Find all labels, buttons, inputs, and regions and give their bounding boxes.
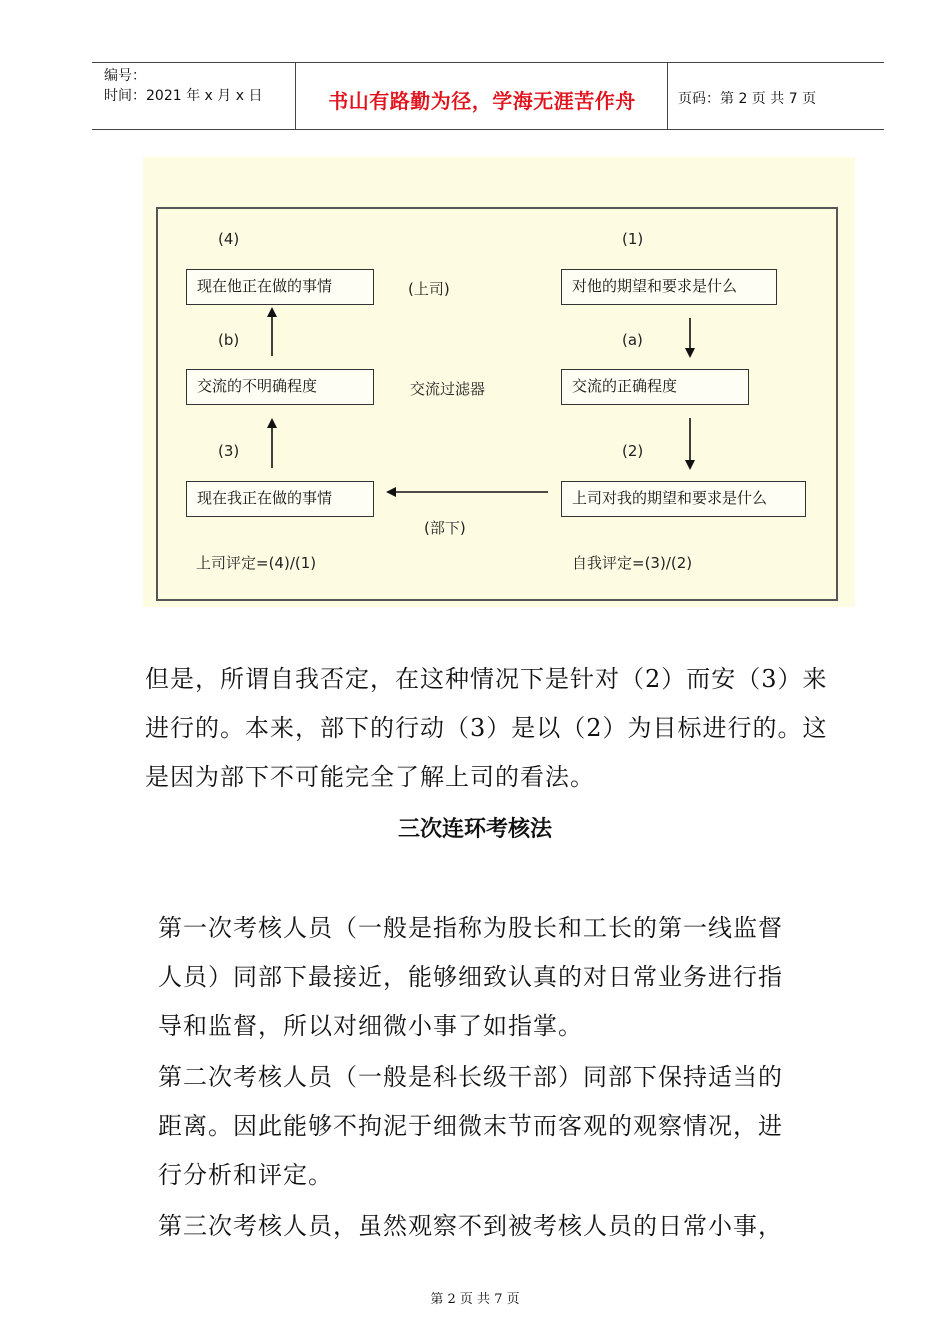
header-page-number: 页码：第 2 页 共 7 页	[678, 91, 817, 107]
text-line: 进行的。本来，部下的行动（3）是以（2）为目标进行的。这	[145, 714, 828, 742]
label-filter: 交流过滤器	[410, 380, 486, 398]
text-line: 行分析和评定。	[158, 1161, 333, 1189]
box-boss-expectation-for-me: 上司对我的期望和要求是什么	[561, 481, 806, 517]
label-a: (a)	[622, 331, 643, 349]
paragraph-self-denial	[145, 655, 828, 802]
text-line: 导和监督，所以对细微小事了如指掌。	[158, 1012, 583, 1040]
label-b: (b)	[218, 331, 240, 349]
label-subordinate: (部下)	[424, 519, 466, 537]
label-self-evaluation: 自我评定=(3)/(2)	[572, 554, 693, 572]
paragraph-second-reviewer	[158, 1053, 783, 1200]
label-num4: (4)	[218, 230, 240, 248]
paragraph-third-reviewer	[158, 1202, 783, 1251]
section-heading: 三次连环考核法	[397, 817, 552, 842]
text-line: 但是，所谓自我否定，在这种情况下是针对（2）而安（3）来	[145, 665, 828, 693]
time-label: 时间：2021 年 x 月 x 日	[104, 88, 263, 104]
label-num1: (1)	[622, 230, 644, 248]
box-communication-accuracy: 交流的正确程度	[561, 369, 749, 405]
label-num2: (2)	[622, 442, 644, 460]
paragraph-first-reviewer	[158, 904, 783, 1051]
box-current-work-his: 现在他正在做的事情	[186, 269, 374, 305]
label-boss-evaluation: 上司评定=(4)/(1)	[196, 554, 317, 572]
footer-page-number: 第 2 页 共 7 页	[430, 1292, 520, 1307]
text-line: 是因为部下不可能完全了解上司的看法。	[145, 763, 595, 791]
text-line: 第一次考核人员（一般是指称为股长和工长的第一线监督	[158, 914, 783, 942]
box-communication-unclear: 交流的不明确程度	[186, 369, 374, 405]
text-line: 第二次考核人员（一般是科长级干部）同部下保持适当的	[158, 1063, 783, 1091]
serial-label: 编号：	[104, 68, 146, 84]
text-line: 人员）同部下最接近，能够细致认真的对日常业务进行指	[158, 963, 783, 991]
text-line: 第三次考核人员，虽然观察不到被考核人员的日常小事，	[158, 1212, 783, 1240]
box-current-work-mine: 现在我正在做的事情	[186, 481, 374, 517]
box-expectation-for-him: 对他的期望和要求是什么	[561, 269, 777, 305]
header-motto: 书山有路勤为径，学海无涯苦作舟	[328, 89, 636, 113]
label-num3: (3)	[218, 442, 240, 460]
text-line: 距离。因此能够不拘泥于细微末节而客观的观察情况，进	[158, 1112, 783, 1140]
label-boss: (上司)	[408, 280, 450, 298]
